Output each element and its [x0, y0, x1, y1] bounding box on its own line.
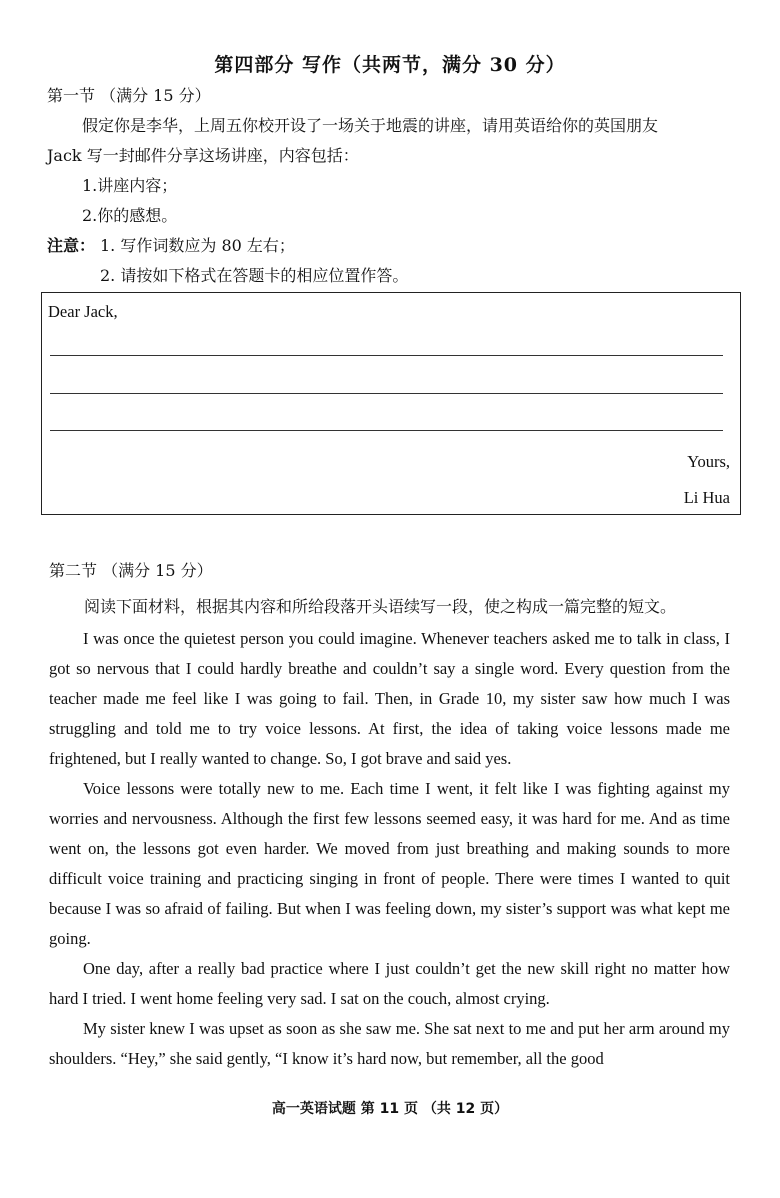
letter-closing: Yours, — [687, 452, 730, 471]
section2-instruction: 阅读下面材料，根据其内容和所给段落开头语续写一段，使之构成一篇完整的短文。 — [84, 597, 677, 616]
content-item-1: 1.讲座内容； — [82, 176, 178, 195]
story-paragraph-2: Voice lessons were totally new to me. Each time I went, it felt like I was fighting against my worries and nervousness. Although the first few lessons seemed easy, it was hard for me. And as time went on, the lessons got even harder. We moved from just breathing and making sounds to more difficult voice training and practicing singing in front of people. There were times I wanted to quit because I was so afraid of failing. But when I was feeling down, my sister’s support was what kept me going. — [49, 779, 730, 948]
prompt-line-2: Jack 写一封邮件分享这场讲座，内容包括： — [47, 146, 359, 165]
note-label: 注意： — [47, 236, 96, 255]
letter-format-box — [41, 292, 741, 515]
story-paragraph-3: One day, after a really bad practice where I just couldn’t get the new skill right no matter how hard I tried. I went home feeling very sad. I sat on the couch, almost crying. — [49, 959, 730, 1008]
note-item-2: 2. 请按如下格式在答题卡的相应位置作答。 — [100, 266, 409, 285]
letter-signature: Li Hua — [683, 488, 730, 507]
story-paragraph-4: My sister knew I was upset as soon as she saw me. She sat next to me and put her arm around my shoulders. “Hey,” she said gently, “I know it’s hard now, but remember, all the good — [49, 1019, 730, 1068]
writing-line — [50, 355, 723, 356]
writing-line — [50, 430, 723, 431]
note-item-1: 1. 写作词数应为 80 左右； — [100, 236, 295, 255]
content-item-2: 2.你的感想。 — [82, 206, 178, 225]
letter-greeting: Dear Jack, — [48, 302, 118, 321]
story-paragraph-1: I was once the quietest person you could imagine. Whenever teachers asked me to talk in class, I got so nervous that I could hardly breathe and couldn’t say a single word. Every question from the teacher made me feel like I was going to fail. Then, in Grade 10, my sister saw how much I was struggling and told me to try voice lessons. At first, the idea of taking voice lessons made me frightened, but I really wanted to change. So, I got brave and said yes. — [49, 629, 730, 768]
writing-line — [50, 393, 723, 394]
page-footer: 高一英语试题 第 11 页 （共 12 页） — [271, 1101, 509, 1117]
prompt-line-1: 假定你是李华，上周五你校开设了一场关于地震的讲座，请用英语给你的英国朋友 — [82, 116, 659, 135]
section1-heading: 第一节 （满分 15 分） — [47, 86, 211, 105]
section2-heading: 第二节 （满分 15 分） — [49, 561, 213, 580]
section-title: 第四部分 写作（共两节，满分 30 分） — [214, 54, 566, 76]
